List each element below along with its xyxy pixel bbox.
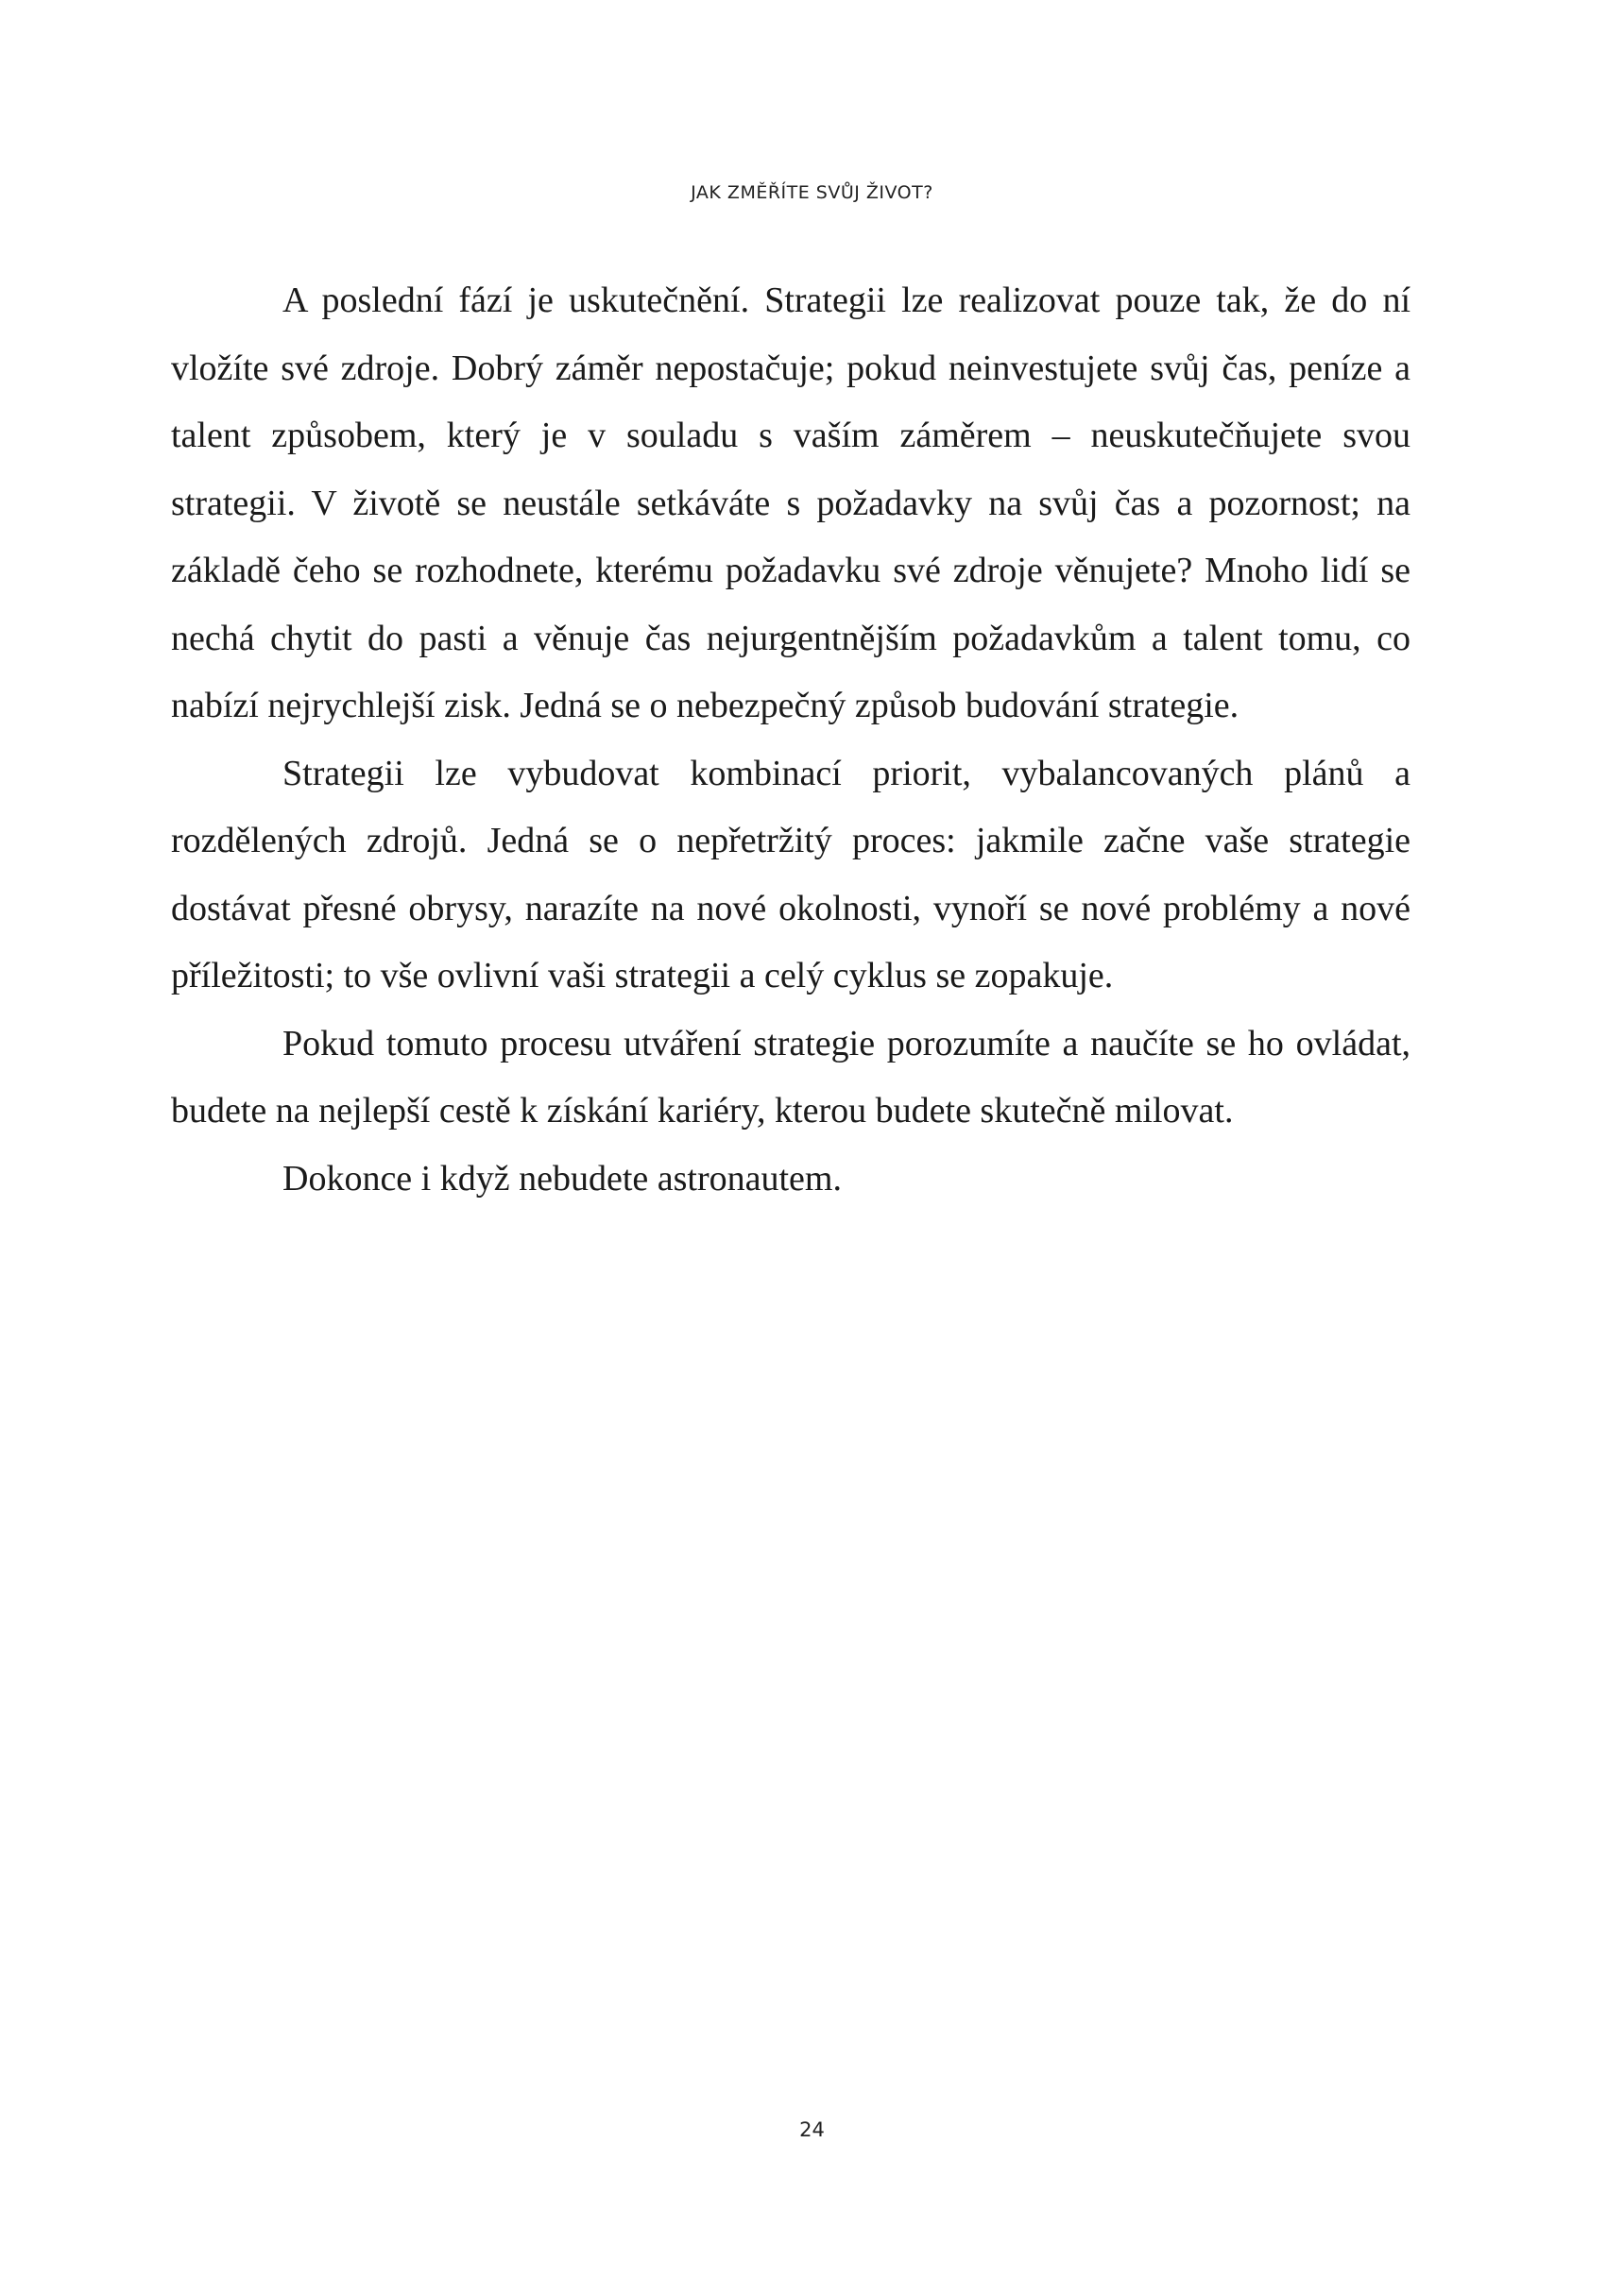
paragraph: Dokonce i když nebudete astronautem. — [282, 1158, 842, 1199]
paragraph: Pokud tomuto procesu utváření strategie porozumíte a naučíte se ho ovládat, budete na nejlepší cestě k získání kariéry, kterou budete skutečně milovat. — [171, 1023, 1410, 1131]
paragraph: Strategii lze vybudovat kombinací priorit, vybalancovaných plánů a rozdělených zdrojů. Jedná se o nepřetržitý proces: jakmile začne vaše strategie dostávat přesné obrysy, narazíte na nové okolnosti, vynoří se nové problémy a nové příležitosti; to vše ovlivní vaši strategii a celý cyklus se zopakuje. — [171, 753, 1410, 995]
body-text — [171, 267, 1410, 1213]
page-number: 24 — [799, 2118, 825, 2141]
running-header: JAK ZMĚŘÍTE SVŮJ ŽIVOT? — [691, 182, 933, 203]
paragraph: A poslední fází je uskutečnění. Strategii lze realizovat pouze tak, že do ní vložíte své zdroje. Dobrý záměr nepostačuje; pokud neinvestujete svůj čas, peníze a talent způsobem, který je v souladu s vaším záměrem – neuskutečňujete svou strategii. V životě se neustále setkáváte s požadavky na svůj čas a pozornost; na základě čeho se rozhodnete, kterému požadavku své zdroje věnujete? Mnoho lidí se nechá chytit do pasti a věnuje čas nejurgentnějším požadavkům a talent tomu, co nabízí nejrychlejší zisk. Jedná se o nebezpečný způsob budování strategie. — [171, 281, 1410, 725]
